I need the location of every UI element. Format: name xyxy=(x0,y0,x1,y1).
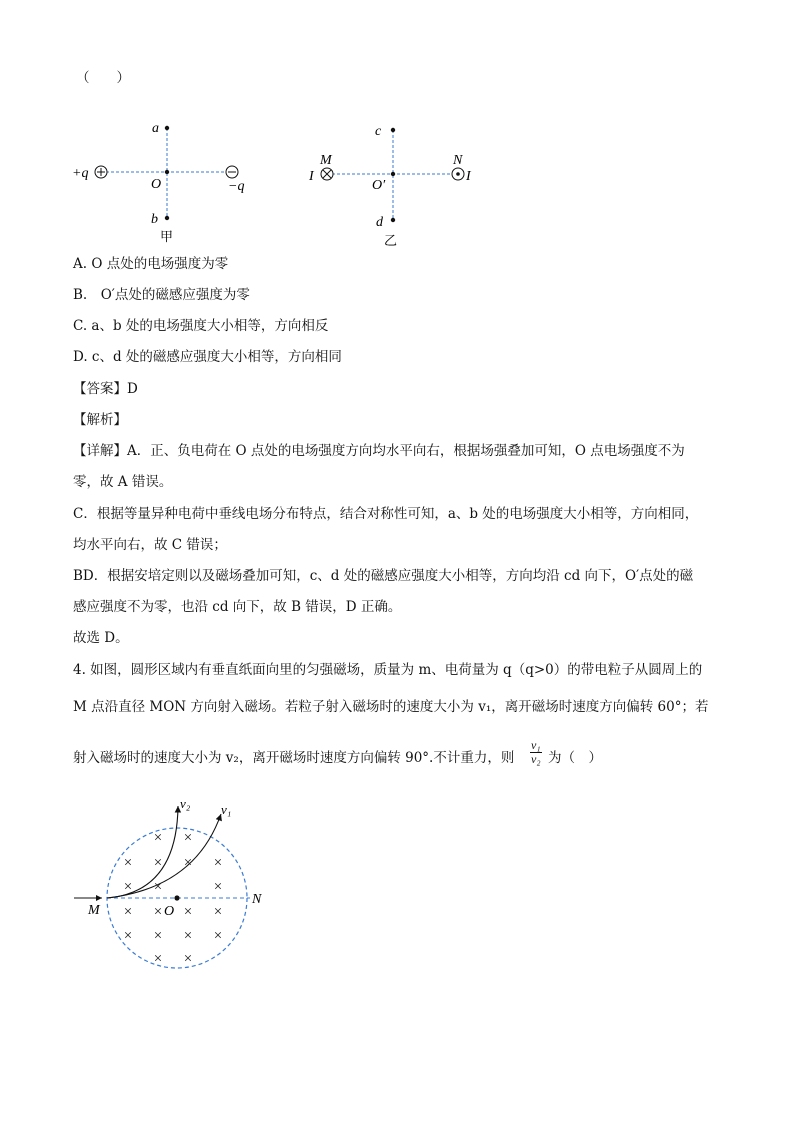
explanation-p3-l1: BD．根据安培定则以及磁场叠加可知，c、d 处的磁感应强度大小相等，方向均沿 cd 向下，O′点处的磁 xyxy=(73,568,694,584)
svg-text:×: × xyxy=(183,830,193,846)
svg-text:×: × xyxy=(123,855,133,871)
point-b-dot xyxy=(165,216,169,220)
point-a-dot xyxy=(165,126,169,130)
point-c-dot xyxy=(391,128,395,132)
current-into-page-icon xyxy=(321,168,333,180)
explanation-p3-l2: 感应强度不为零，也沿 cd 向下，故 B 错误，D 正确。 xyxy=(73,599,402,615)
center-O-dot xyxy=(174,895,179,900)
option-D: D. c、d 处的磁感应强度大小相等，方向相同 xyxy=(73,349,342,365)
explanation-p2-l1: C．根据等量异种电荷中垂线电场分布特点，结合对称性可知，a、b 处的电场强度大小相等，方向相同， xyxy=(73,506,699,522)
svg-text:×: × xyxy=(153,928,163,944)
svg-text:×: × xyxy=(123,879,133,895)
svg-text:×: × xyxy=(153,830,163,846)
svg-text:×: × xyxy=(213,879,223,895)
negative-charge-icon xyxy=(226,166,238,178)
explanation-p1-l1: 【详解】A．正、负电荷在 O 点处的电场强度方向均水平向右，根据场强叠加可知，O 点电场强度不为 xyxy=(73,443,685,459)
svg-text:×: × xyxy=(123,904,133,920)
figure-magnetic-circle xyxy=(70,792,280,974)
point-d-dot xyxy=(391,218,395,222)
label-I-right: I xyxy=(466,169,471,184)
label-M-circle: M xyxy=(88,903,100,918)
caption-jia: 甲 xyxy=(160,229,174,244)
label-O: O xyxy=(151,177,162,192)
label-a: a xyxy=(152,121,159,136)
fraction-v1-over-v2 xyxy=(530,739,542,766)
svg-text:×: × xyxy=(153,904,163,920)
q4-line2: M 点沿直径 MON 方向射入磁场。若粒子射入磁场时的速度大小为 v₁，离开磁场时速度方向偏转 60°；若 xyxy=(73,699,709,715)
fraction-numerator: v₁ xyxy=(531,738,541,752)
svg-text:×: × xyxy=(153,951,163,967)
label-c: c xyxy=(375,124,382,139)
label-N: N xyxy=(453,153,463,168)
explanation-conclusion: 故选 D。 xyxy=(73,630,129,646)
option-C: C. a、b 处的电场强度大小相等，方向相反 xyxy=(73,318,329,334)
trajectory-v2 xyxy=(107,806,178,898)
label-O-prime: O′ xyxy=(372,178,386,193)
label-v2: v₂ xyxy=(180,796,191,811)
label-d: d xyxy=(376,215,383,230)
figure-yi-wires xyxy=(300,112,490,252)
explanation-p1-l2: 零，故 A 错误。 xyxy=(73,474,173,490)
svg-text:×: × xyxy=(183,951,193,967)
label-v1: v₁ xyxy=(221,802,232,817)
option-B: B. O′点处的磁感应强度为零 xyxy=(73,287,250,303)
svg-text:×: × xyxy=(183,928,193,944)
option-A: A. O 点处的电场强度为零 xyxy=(73,256,229,272)
label-b: b xyxy=(151,212,158,227)
q4-line3-pre: 射入磁场时的速度大小为 v₂，离开磁场时速度方向偏转 90°.不计重力，则 xyxy=(73,750,515,766)
answer-line: 【答案】D xyxy=(73,381,138,397)
svg-text:×: × xyxy=(213,928,223,944)
svg-text:×: × xyxy=(183,904,193,920)
label-N-circle: N xyxy=(252,892,262,907)
point-O-prime-dot xyxy=(391,172,395,176)
point-O-dot xyxy=(165,170,169,174)
label-O-circle: O xyxy=(164,904,175,919)
answer-paren: （ ） xyxy=(76,70,130,86)
figure-jia-dipole xyxy=(60,110,270,250)
label-M: M xyxy=(320,153,332,168)
label-plus-q: +q xyxy=(72,166,89,181)
label-minus-q: −q xyxy=(228,179,245,194)
q4-line3-post: 为（ ） xyxy=(548,750,602,766)
svg-text:×: × xyxy=(123,928,133,944)
fraction-denominator: v₂ xyxy=(531,752,541,766)
svg-text:×: × xyxy=(153,855,163,871)
explanation-p2-l2: 均水平向右，故 C 错误； xyxy=(73,537,227,553)
svg-text:×: × xyxy=(183,855,193,871)
q4-line1: 4. 如图，圆形区域内有垂直纸面向里的匀强磁场，质量为 m、电荷量为 q（q>0）的带电粒子从圆周上的 xyxy=(73,662,703,678)
svg-text:×: × xyxy=(213,855,223,871)
current-out-of-page-icon xyxy=(452,168,464,180)
analysis-heading: 【解析】 xyxy=(73,412,127,428)
svg-text:×: × xyxy=(213,904,223,920)
positive-charge-icon xyxy=(95,166,107,178)
svg-text:×: × xyxy=(153,879,163,895)
caption-yi: 乙 xyxy=(384,233,398,248)
label-I-left: I xyxy=(309,169,314,184)
